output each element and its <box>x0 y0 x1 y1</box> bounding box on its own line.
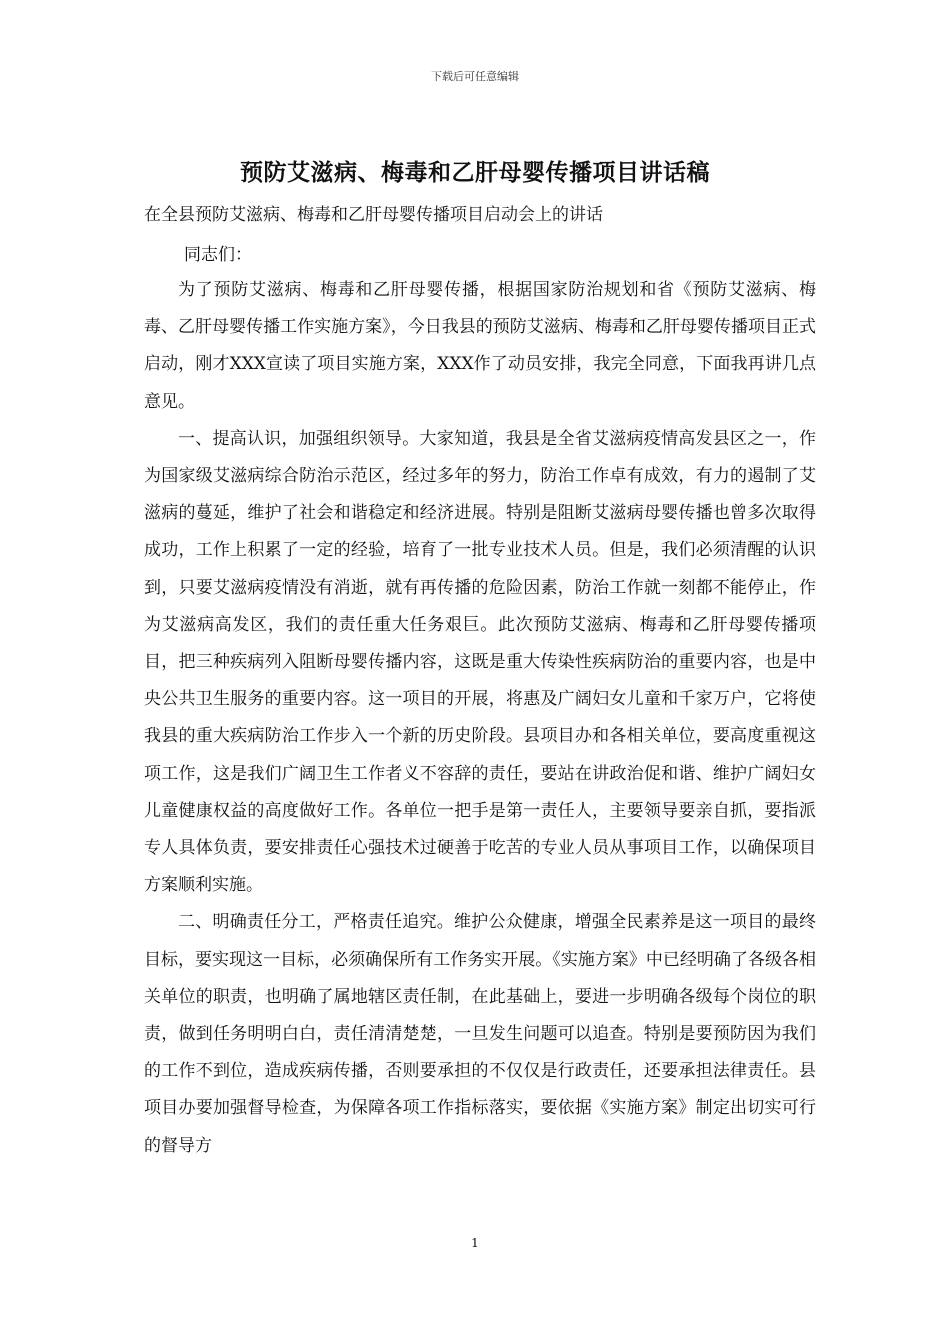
salutation: 同志们： <box>184 245 252 265</box>
page-number: 1 <box>471 1236 479 1250</box>
paragraph-intro: 为了预防艾滋病、梅毒和乙肝母婴传播，根据国家防治规划和省《预防艾滋病、梅毒、乙肝母婴传播工作实施方案》，今日我县的预防艾滋病、梅毒和乙肝母婴传播项目正式启动，刚才XXX宣读了项目实施方案，XXX作了动员安排，我完全同意，下面我再讲几点意见。 <box>144 280 816 412</box>
document-body <box>144 272 816 1165</box>
document-subtitle: 在全县预防艾滋病、梅毒和乙肝母婴传播项目启动会上的讲话 <box>144 205 603 225</box>
paragraph-section-one: 一、提高认识，加强组织领导。大家知道，我县是全省艾滋病疫情高发县区之一，作为国家级艾滋病综合防治示范区，经过多年的努力，防治工作卓有成效，有力的遏制了艾滋病的蔓延，维护了社会和谐稳定和经济进展。特别是阻断艾滋病母婴传播也曾多次取得成功，工作上积累了一定的经验，培育了一批专业技术人员。但是，我们必须清醒的认识到，只要艾滋病疫情没有消逝，就有再传播的危险因素，防治工作就一刻都不能停止，作为艾滋病高发区，我们的责任重大任务艰巨。此次预防艾滋病、梅毒和乙肝母婴传播项目，把三种疾病列入阻断母婴传播内容，这既是重大传染性疾病防治的重要内容，也是中央公共卫生服务的重要内容。这一项目的开展，将惠及广阔妇女儿童和千家万户，它将使我县的重大疾病防治工作步入一个新的历史阶段。县项目办和各相关单位，要高度重视这项工作，这是我们广阔卫生工作者义不容辞的责任，要站在讲政治促和谐、维护广阔妇女儿童健康权益的高度做好工作。各单位一把手是第一责任人，主要领导要亲自抓，要指派专人具体负责，要安排责任心强技术过硬善于吃苦的专业人员从事项目工作，以确保项目方案顺利实施。 <box>144 428 816 896</box>
document-title: 预防艾滋病、梅毒和乙肝母婴传播项目讲话稿 <box>240 159 710 186</box>
page-header-note: 下载后可任意编辑 <box>431 70 519 83</box>
paragraph-section-two: 二、明确责任分工，严格责任追究。维护公众健康，增强全民素养是这一项目的最终目标，要实现这一目标，必须确保所有工作务实开展。《实施方案》中已经明确了各级各相关单位的职责，也明确了属地辖区责任制，在此基础上，要进一步明确各级每个岗位的职责，做到任务明明白白，责任清清楚楚，一旦发生问题可以追查。特别是要预防因为我们的工作不到位，造成疾病传播，否则要承担的不仅仅是行政责任，还要承担法律责任。县项目办要加强督导检查，为保障各项工作指标落实，要依据《实施方案》制定出切实可行的督导方 <box>144 912 816 1156</box>
